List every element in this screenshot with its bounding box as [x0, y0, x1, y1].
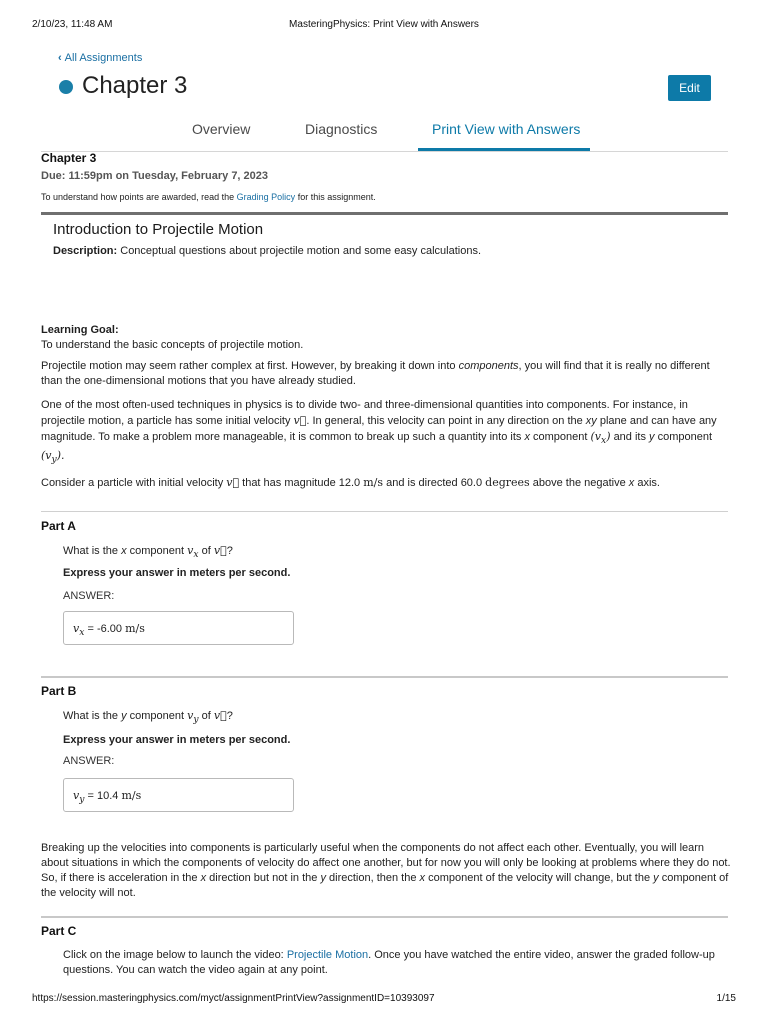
tab-overview[interactable]: Overview	[192, 121, 251, 137]
part-b-divider	[41, 676, 728, 678]
edit-button[interactable]: Edit	[668, 75, 711, 101]
grading-policy-link[interactable]: Grading Policy	[236, 192, 296, 202]
intro-paragraph-2: One of the most often-used techniques in physics is to divide two- and three-dimensional quantities into components. For instance, in projectile motion, a particle has some initial velocity v⃗. In general, this velocity can point in any direction on the xy plane and can have any magnitude. To make a problem more manageable, it is common to break up such a quantity into its x component $(v_x)$ and its y component $(v_y)$.	[41, 399, 717, 466]
part-a-answer-label: ANSWER:	[63, 590, 115, 602]
intro-paragraph-1: Projectile motion may seem rather complex at first. However, by breaking it down into components, you will find that it is really no different than the one-dimensional motions that you have already studied.	[41, 360, 710, 387]
part-a-label: Part A	[41, 519, 76, 533]
part-b-answer: $v_y = 10.4$ m/s	[73, 789, 142, 806]
part-b-label: Part B	[41, 684, 77, 698]
part-b-answer-value: 10.4	[96, 790, 119, 802]
part-a-answer-box	[63, 611, 294, 645]
learning-goal-text: To understand the basic concepts of projectile motion.	[41, 339, 304, 351]
part-b-instruction: Express your answer in meters per second.	[63, 734, 291, 746]
part-c-label: Part C	[41, 924, 77, 938]
tab-diagnostics[interactable]: Diagnostics	[305, 121, 378, 137]
part-c-text: Click on the image below to launch the video: Projectile Motion. Once you have watched the entire video, answer the graded follow-up questions. You can watch the video again at any point.	[63, 949, 715, 976]
tab-bar	[41, 112, 728, 152]
all-assignments-link[interactable]	[58, 52, 142, 64]
print-url: https://session.masteringphysics.com/myct/assignmentPrintView?assignmentID=10393097	[32, 993, 435, 1004]
part-b-answer-label: ANSWER:	[63, 755, 115, 767]
all-assignments-label: All Assignments	[64, 52, 143, 64]
grading-note: To understand how points are awarded, read the Grading Policy for this assignment.	[41, 192, 376, 202]
part-c-divider	[41, 916, 728, 918]
print-datetime: 2/10/23, 11:48 AM	[32, 19, 113, 30]
due-date: Due: 11:59pm on Tuesday, February 7, 2023	[41, 170, 269, 182]
projectile-motion-video-link[interactable]: Projectile Motion	[286, 949, 369, 961]
part-a-divider	[41, 511, 728, 512]
part-a-instruction: Express your answer in meters per second.	[63, 567, 291, 579]
assignment-name: Chapter 3	[41, 151, 97, 165]
part-b-question: What is the y component $v_y$ of v⃗?	[63, 709, 233, 726]
section-divider	[41, 212, 728, 215]
components-paragraph: Breaking up the velocities into components is particularly useful when the components do not affect each other. Eventually, you will learn about situations in which the components of velocity do affect one another, but for now you will only be looking at problems where they do not. So, if there is acceleration in the x direction but not in the y direction, then the x component of the velocity will change, but the y component of the velocity will not.	[41, 842, 731, 899]
chevron-left-icon: ‹	[58, 52, 62, 64]
tab-print-view-with-answers[interactable]: Print View with Answers	[432, 121, 581, 137]
problem-description: Description: Conceptual questions about projectile motion and some easy calculations.	[53, 245, 482, 257]
part-b-answer-box	[63, 778, 294, 812]
chapter-status-dot	[59, 80, 73, 94]
intro-paragraph-3: Consider a particle with initial velocity v⃗ that has magnitude 12.0 m/s and is directed 60.0 degrees above the negative x axis.	[41, 476, 660, 489]
page-title: Chapter 3	[82, 72, 188, 99]
learning-goal-label: Learning Goal:	[41, 324, 119, 336]
active-tab-indicator	[418, 148, 590, 151]
problem-title: Introduction to Projectile Motion	[53, 221, 264, 238]
part-a-answer-value: -6.00	[96, 623, 123, 635]
print-page-number: 1/15	[716, 993, 736, 1004]
part-a-answer: $v_x = -6.00$ m/s	[73, 622, 145, 639]
print-page-title: MasteringPhysics: Print View with Answers	[289, 19, 479, 30]
part-a-question: What is the x component $v_x$ of v⃗?	[63, 544, 233, 561]
